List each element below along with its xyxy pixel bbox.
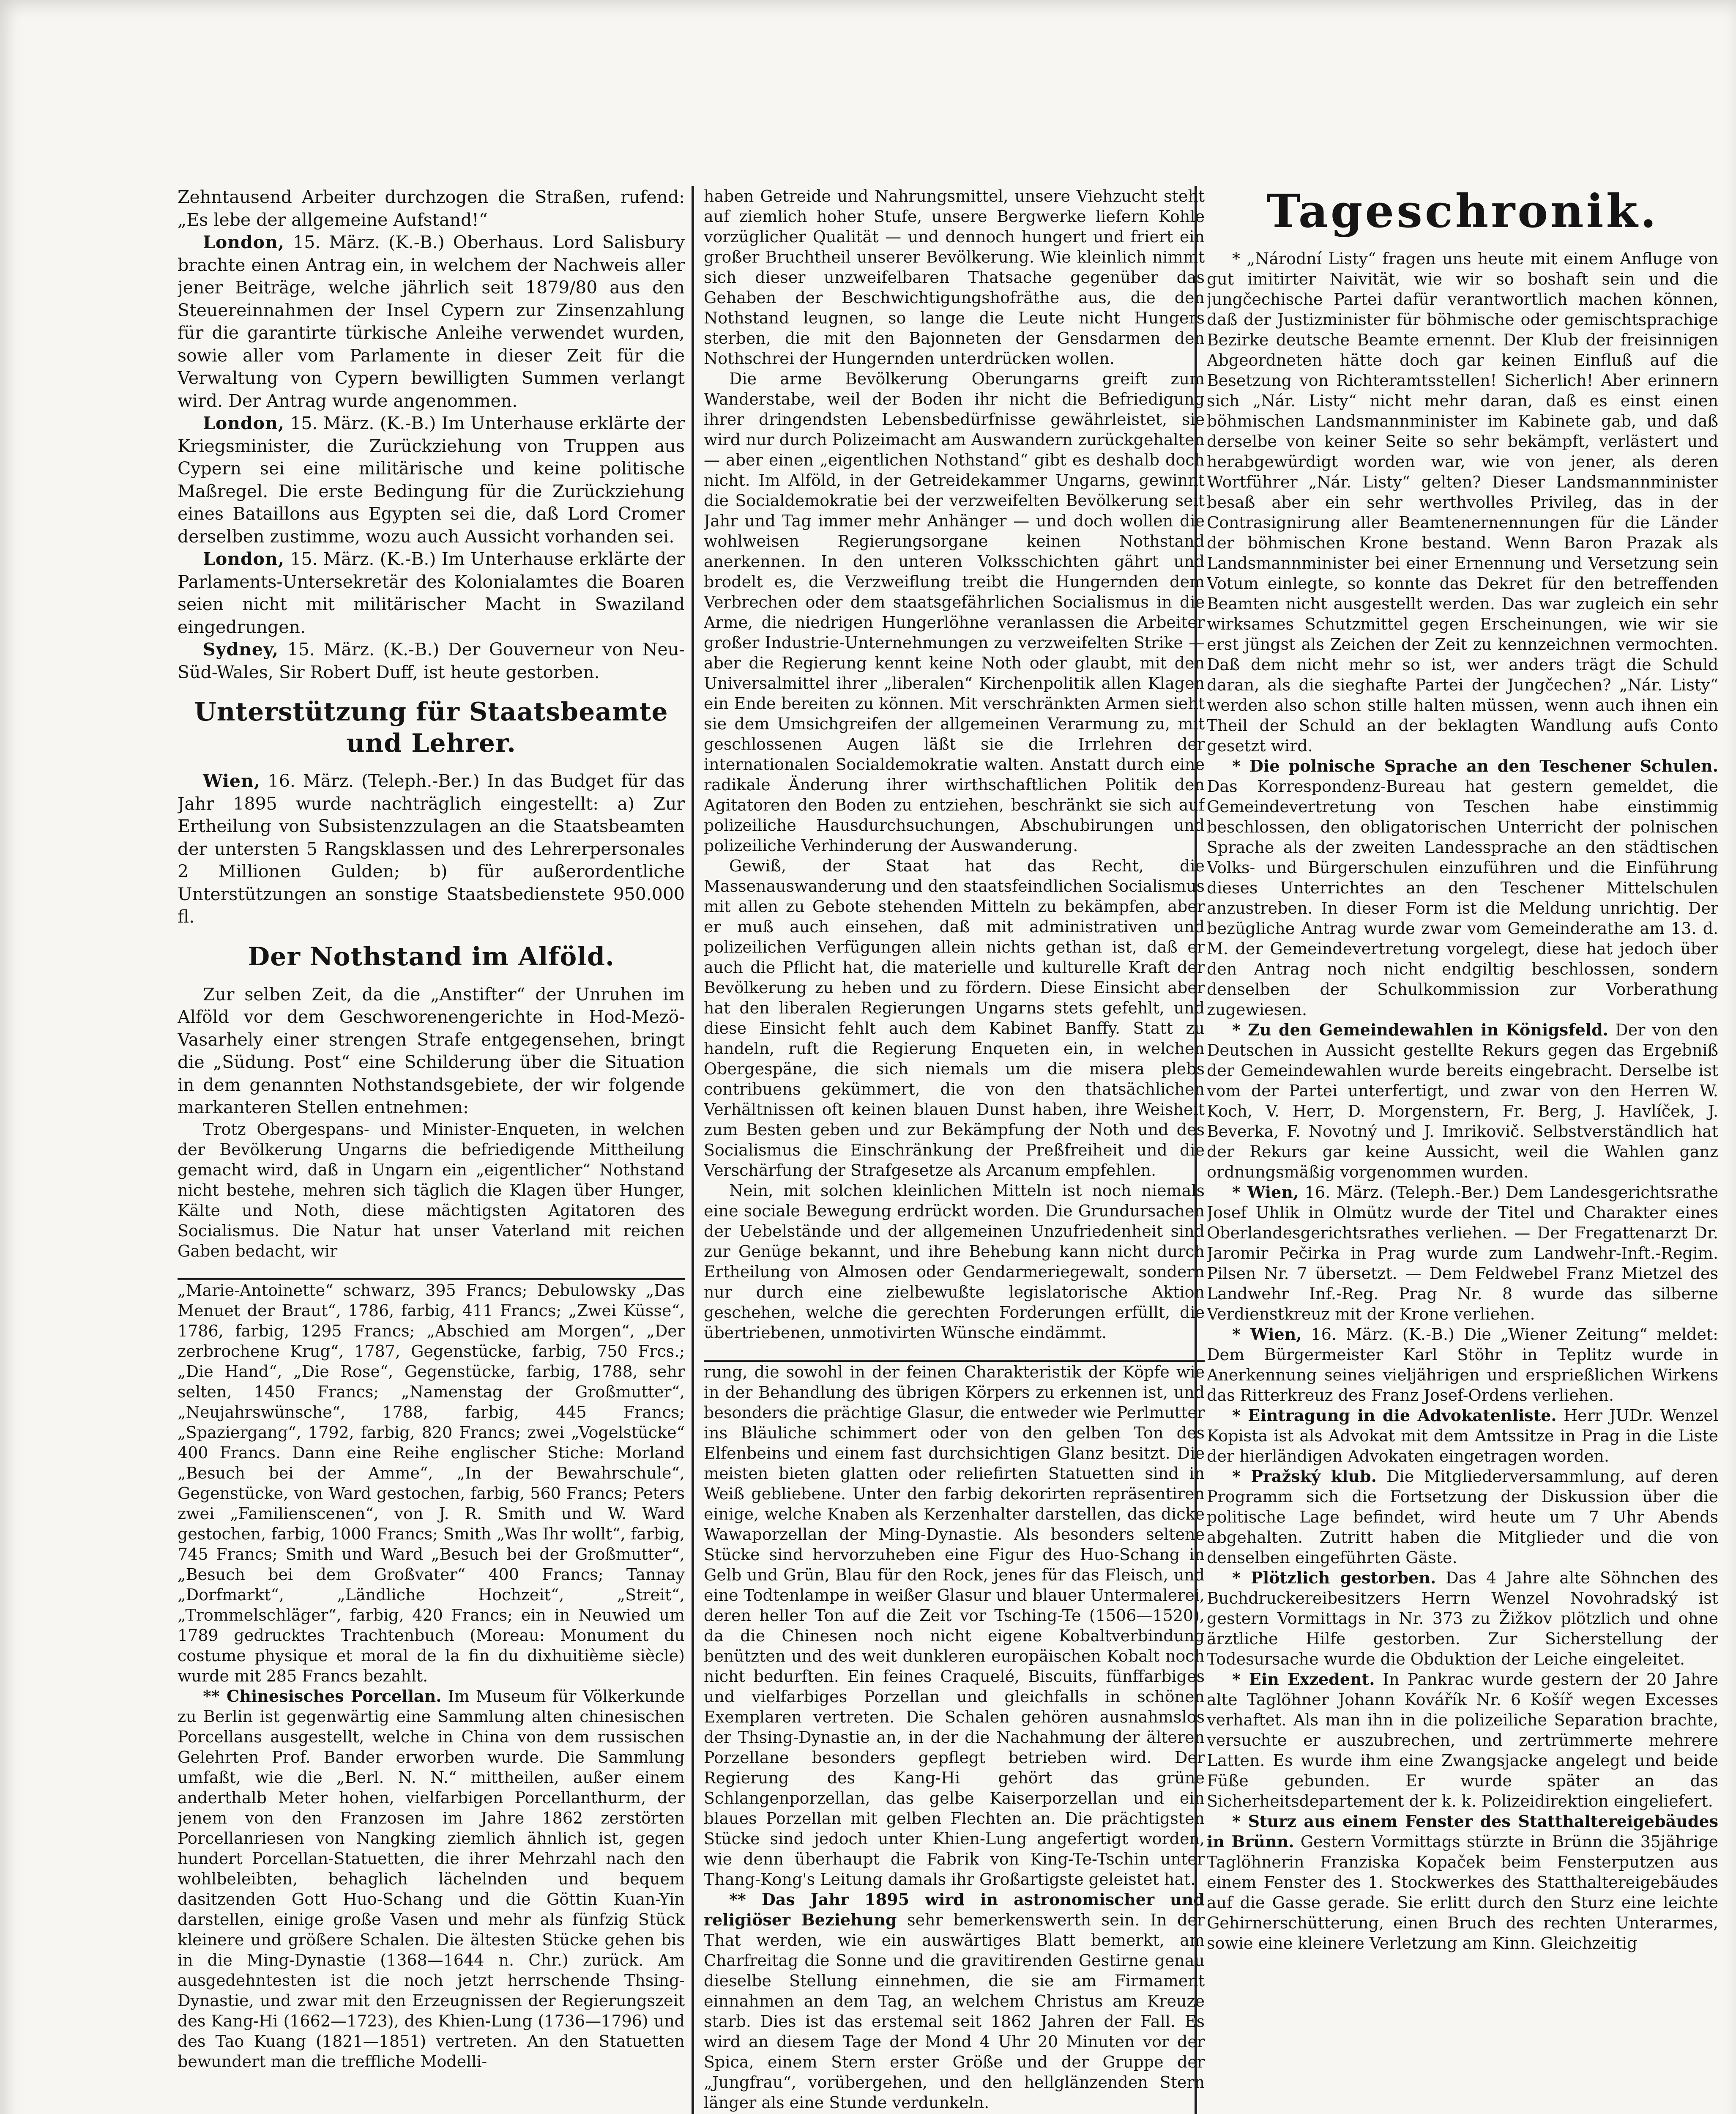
- column-rule-left: [692, 186, 694, 2114]
- feuilleton-paragraph-1: „Marie-Antoinette“ schwarz, 395 Francs; Debulowsky „Das Menuet der Braut“, 1786, farbig, 411 Francs; „Zwei Küsse“, 1786, farbig, 1295 Francs; „Abschied am Morgen“, „Der zerbrochene Krug“, 1787, Gegenstücke, farbig, 750 Frcs.; „Die Hand“, „Die Rose“, Gegenstücke, farbig, 1788, sehr selten, 1450 Francs; „Namenstag der Großmutter“, „Neujahrswünsche“, 1788, farbig, 445 Francs; „Spaziergang“, 1792, farbig, 820 Francs; zwei „Vogelstücke“ 400 Francs. Dann eine Reihe englischer Stiche: Morland „Besuch bei der Amme“, „In der Bewahrschule“, Gegenstücke, von Ward gestochen, farbig, 560 Francs; Peters zwei „Familienscenen“, von J. R. Smith und W. Ward gestochen, farbig, 1000 Francs; Smith „Was Ihr wollt“, farbig, 745 Francs; Smith und Ward „Besuch bei der Großmutter“, „Besuch bei dem Großvater“ 400 Francs; Tannay „Dorfmarkt“, „Ländliche Hochzeit“, „Streit“, „Trommelschläger“, farbig, 420 Francs; ein in Neuwied um 1789 gedrucktes Trachtenbuch (Moreau: Monument du costume physique et moral de la fin du dixhuitième siècle) wurde mit 285 Francs bezahlt.: [178, 1281, 685, 1685]
- item-heading: * Wien,: [1232, 1183, 1299, 1202]
- news-london-2: [178, 412, 685, 548]
- chronik-item-wien-2: [1207, 1324, 1718, 1405]
- chronik-item-exzedent: [1207, 1669, 1718, 1811]
- item-text: Die Mitgliederversammlung, auf deren Programm sich die Fortsetzung der Diskussion über die politische Lage befindet, wird heute um 7 Uhr Abends abgehalten. Zutritt haben die Mitglieder und die von denselben eingeführten Gäste.: [1207, 1467, 1718, 1567]
- section-title-tageschronik: Tageschronik.: [1266, 186, 1659, 238]
- news-text: 15. März. (K.-B.) Oberhaus. Lord Salisbury brachte einen Antrag ein, in welchem der Nachweis aller jener Beiträge, welche jährlich seit 1879/80 aus den Steuereinnahmen der Insel Cypern zur Zinsenzahlung für die garantirte türkische Anleihe verwendet wurden, sowie aller vom Parlamente in dieser Zeit für die Verwaltung von Cypern bewilligten Summen verlangt wird. Der Antrag wurde angenommen.: [178, 232, 685, 411]
- nothstand-paragraph-2: Trotz Obergespans- und Minister-Enqueten, in welchen der Bevölkerung Ungarns die befriedigende Mittheilung gemacht wird, daß in Ungarn ein „eigentlicher“ Nothstand nicht bestehe, mehren sich täglich die Klagen über Hunger, Kälte und Noth, diese mächtigsten Agitatoren des Socialismus. Die Natur hat unser Vaterland mit reichen Gaben bedacht, wir: [178, 1120, 685, 1260]
- news-london-1: [178, 231, 685, 412]
- item-heading: * Ein Exzedent.: [1232, 1670, 1375, 1689]
- feuilleton-paragraph-2: [178, 1686, 685, 2072]
- item-heading: * Plötzlich gestorben.: [1232, 1568, 1436, 1587]
- chronik-item-advokaten: [1207, 1405, 1718, 1466]
- middle-column: [704, 186, 1205, 2114]
- dateline-city: Wien,: [203, 771, 261, 791]
- feuilleton-heading: ** Chinesisches Porcellan.: [203, 1686, 442, 1706]
- mid-feuilleton-2: [704, 1889, 1205, 2113]
- right-column: [1207, 186, 1718, 2114]
- item-heading: * Sturz aus einem Fenster des Statthaltereigebäudes in Brünn.: [1207, 1812, 1718, 1851]
- news-wien-budget: [178, 770, 685, 928]
- feuilleton-heading: ** Das Jahr 1895 wird in astronomischer und religiöser Beziehung: [704, 1890, 1205, 1929]
- mid-paragraph-2: Die arme Bevölkerung Oberungarns greift zum Wanderstabe, weil der Boden ihr nicht die Befriedigung ihrer dringendsten Lebensbedürfnisse gewährleistet, sie wird nur durch Polizeimacht am Auswandern zurückgehalten — aber einen „eigentlichen Nothstand“ gibt es deshalb doch nicht. Im Alföld, in der Getreidekammer Ungarns, gewinnt die Socialdemokratie bei der verzweifelten Bevölkerung seit Jahr und Tag immer mehr Anhänger — und doch wollen die wohlweisen Regierungsorgane keinen Nothstand anerkennen. In den unteren Volksschichten gährt und brodelt es, die Verzweiflung treibt die Hungernden dem Verbrechen oder dem staatsgefährlichen Socialismus in die Arme, die niedrigen Hungerlöhne veranlassen die Arbeiter großer Industrie-Unternehmungen zu verzweifelten Strike — aber die Regierung kennt keine Noth oder glaubt, mit den Universalmittel ihrer „liberalen“ Kirchenpolitik allen Klagen ein Ende bereiten zu können. Mit verschränkten Armen sieht sie dem Umsichgreifen der allgemeinen Verarmung zu, mit geschlossenen Augen läßt sie die Irrlehren der internationalen Socialdemokratie walten. Anstatt durch eine radikale Änderung ihrer wirthschaftlichen Politik den Agitatoren den Boden zu entziehen, beschränkt sie sich auf polizeiliche Hausdurchsuchungen, Abschubirungen und polizeiliche Verhinderung der Auswanderung.: [704, 370, 1205, 855]
- item-text: Herr JUDr. Wenzel Kopista ist als Advokat mit dem Amtssitze in Prag in die Liste der hierländigen Advokaten eingetragen worden.: [1207, 1406, 1718, 1465]
- item-text: Gestern Vormittags stürzte in Brünn die 35jährige Taglöhnerin Franziska Kopaček beim Fensterputzen aus einem Fenster des 1. Stockwerkes des Statthaltereigebäudes auf die Gasse gerade. Sie erlitt durch den Sturz eine leichte Gehirnerschütterung, einen Bruch des rechten Unterarmes, sowie eine kleinere Verletzung am Kinn. Gleichzeitig: [1207, 1832, 1718, 1952]
- news-london-3: [178, 548, 685, 638]
- item-text: 16. März. (K.-B.) Die „Wiener Zeitung“ meldet: Dem Bürgermeister Karl Stöhr in Teplitz wurde in Anerkennung seines vieljährigen und ersprießlichen Wirkens das Ritterkreuz des Franz Josef-Ordens verliehen.: [1207, 1325, 1718, 1405]
- news-text: 15. März. (K.-B.) Der Gouverneur von Neu-Süd-Wales, Sir Robert Duff, ist heute gestorben.: [178, 639, 685, 682]
- news-text: 16. März. (Teleph.-Ber.) In das Budget für das Jahr 1895 wurde nachträglich eingestellt: a) Zur Ertheilung von Subsistenzzulagen an die Staatsbeamten der untersten 5 Rangsklassen und des Lehrerpersonales 2 Millionen Gulden; b) für außerordentliche Unterstützungen an sonstige Staatsbedienstete 950.000 fl.: [178, 771, 685, 927]
- section-title-staatsbeamte: Unterstützung für Staatsbeamte und Lehrer.: [194, 697, 668, 758]
- mid-paragraph-4: Nein, mit solchen kleinlichen Mitteln ist noch niemals eine sociale Bewegung erdrückt worden. Die Grundursachen der Uebelstände und der allgemeinen Unzufriedenheit sind zur Genüge bekannt, und ihre Behebung kann nicht durch Ertheilung von Almosen oder Gendarmeriegewalt, sondern nur durch eine zielbewußte legislatorische Aktion geschehen, welche die gerechten Forderungen erfüllt, die übertriebenen, unmotivirten Wünsche eindämmt.: [704, 1181, 1205, 1342]
- mid-paragraph-3: Gewiß, der Staat hat das Recht, die Massenauswanderung und den staatsfeindlichen Socialismus mit allen zu Gebote stehenden Mitteln zu bekämpfen, aber er muß auch einsehen, daß mit administrativen und polizeilichen Verfügungen allein nichts gethan ist, daß er auch die Pflicht hat, die materielle und kulturelle Kraft der Bevölkerung zu heben und zu fördern. Diese Einsicht aber hat den liberalen Regierungen Ungarns stets gefehlt, und diese Einsicht fehlt auch dem Kabinet Banffy. Statt zu handeln, ruft die Regierung Enqueten ein, in welchen Obergespäne, die sich niemals um die misera plebs contribuens gekümmert, die von den thatsächlichen Verhältnissen oft keinen blauen Dunst haben, ihre Weisheit zum Besten geben und zur Bekämpfung der Noth und des Socialismus die Einschränkung der Preßfreiheit und die Verschärfung der Strafgesetze als Arcanum empfehlen.: [704, 857, 1205, 1180]
- chronik-item-narodni-listy: * „Národní Listy“ fragen uns heute mit einem Anfluge von gut imitirter Naivität, wie wir so boshaft sein und die jungčechische Partei dafür verantwortlich machen können, daß der Justizminister für böhmische oder gemischtsprachige Bezirke deutsche Beamte ernennt. Der Klub der freisinnigen Abgeordneten hätte doch gar keinen Einfluß auf die Besetzung von Richteramtsstellen! Sicherlich! Aber erinnern sich „Nár. Listy“ nicht mehr daran, daß es einst einen böhmischen Landsmannminister im Kabinete gab, und daß derselbe von keiner Seite so sehr bekämpft, verlästert und herabgewürdigt worden war, wie von jener, als deren Wortführer „Nár. Listy“ gelten? Dieser Landsmannminister besaß aber ein sehr werthvolles Privileg, das in der Contrasignirung aller Beamtenernennungen für die Länder der böhmischen Krone bestand. Wenn Baron Prazak als Landsmannminister bei einer Ernennung und Versetzung sein Votum einlegte, so konnte das Dekret für den betreffenden Beamten nicht ausgestellt werden. Das war zugleich ein sehr wirksames Schutzmittel gegen Erscheinungen, wie wir sie erst jüngst als Zeichen der Zeit zu kennzeichnen vermochten. Daß dem nicht mehr so ist, wer anders trägt die Schuld daran, als die sieghafte Partei der Jungčechen? „Nár. Listy“ werden also schon stille halten müssen, wenn auch ihnen ein Theil der Schuld an der beklagten Wandlung aufs Conto gesetzt wird.: [1207, 249, 1718, 755]
- item-heading: * Pražský klub.: [1232, 1467, 1377, 1486]
- chronik-item-prazsky-klub: [1207, 1466, 1718, 1568]
- chronik-item-wien-1: [1207, 1182, 1718, 1324]
- item-text: Der von den Deutschen in Aussicht gestellte Rekurs gegen das Ergebniß der Gemeindewahlen wurde bereits eingebracht. Derselbe ist vom der Partei unterfertigt, und zwar von den Herren W. Koch, V. Herr, D. Morgenstern, Fr. Berg, J. Havlíček, J. Beverka, F. Novotný und J. Imrikovič. Selbstverständlich hat der Rekurs gar keine Aussicht, weil die Wahlen ganz ordnungsmäßig vorgenommen wurden.: [1207, 1021, 1718, 1181]
- chronik-item-ploetzlich: [1207, 1568, 1718, 1669]
- item-text: Das 4 Jahre alte Söhnchen des Buchdruckereibesitzers Herrn Wenzel Novohradský ist gestern Vormittags in Nr. 373 zu Žižkov plötzlich und ohne ärztliche Hilfe gestorben. Zur Sicherstellung der Todesursache wurde die Obduktion der Leiche eingeleitet.: [1207, 1569, 1718, 1668]
- chronik-item-koenigsfeld: [1207, 1020, 1718, 1182]
- mid-feuilleton-1: rung, die sowohl in der feinen Charakteristik der Köpfe wie in der Behandlung des übrigen Körpers zu erkennen ist, und besonders die prächtige Glasur, die entweder wie Perlmutter ins Bläuliche schimmert oder von den gelben Ton des Elfenbeins und einem fast durchsichtigen Glanz besitzt. Die meisten bieten glatten oder reliefirten Statuetten sind in Weiß gebliebene. Unter den farbig dekorirten repräsentiren einige, welche Knaben als Kerzenhalter darstellen, das dicke Wawaporzellan der Ming-Dynastie. Als besonders seltene Stücke sind hervorzuheben eine Figur des Huo-Schang in Gelb und Grün, Blau für den Rock, jenes für das Fleisch, und eine Todtenlampe in weißer Glasur und blauer Untermalerei, deren heller Ton auf die Zeit vor Tsching-Te (1506—1520), da die Chinesen noch nicht eigene Kobaltverbindung benützten und des weit dunkleren europäischen Kobalt noch nicht bedurften. Ein feines Craquelé, Biscuits, fünffarbiges und vielfarbiges Porzellan und gleichfalls in schönen Exemplaren vertreten. Die Schalen gehören ausnahmslos der Thsing-Dynastie an, in der die Nachahmung der älteren Porzellane besonders gepflegt betrieben wird. Der Regierung des Kang-Hi gehört das grüne Schlangenporzellan, das gelbe Kaiserporzellan und ein blaues Porzellan mit gelben Flechten an. Die prächtigsten Stücke sind jedoch unter Khien-Lung angefertigt worden, wie denn überhaupt die Fabrik von King-Te-Tschin unter Thang-Kong's Leitung damals ihr Großartigste geleistet hat.: [704, 1363, 1205, 1889]
- chronik-item-bruenn: [1207, 1811, 1718, 1953]
- mid-paragraph-1: haben Getreide und Nahrungsmittel, unsere Viehzucht steht auf ziemlich hoher Stufe, unsere Bergwerke liefern Kohle vorzüglicher Qualität — und dennoch hungert und friert ein großer Bruchtheil unserer Bevölkerung. Wie kleinlich nimmt sich dieser unzweifelbaren Thatsache gegenüber das Gehaben der Beschwichtigungshofräthe aus, die den Nothstand leugnen, so lange die Leute nicht Hungers sterben, die mit den Bajonneten der Gensdarmen den Nothschrei der Hungernden unterdrücken wollen.: [704, 187, 1205, 368]
- item-text: 16. März. (Teleph.-Ber.) Dem Landesgerichtsrathe Josef Uhlik in Olmütz wurde der Titel und Charakter eines Oberlandesgerichtsrathes verliehen. — Der Fregattenarzt Dr. Jaromir Pečirka in Prag wurde zum Landwehr-Inft.-Regim. Pilsen Nr. 7 übersetzt. — Dem Feldwebel Franz Mietzel des Landwehr Inf.-Reg. Prag Nr. 8 wurde das silberne Verdienstkreuz mit der Krone verliehen.: [1207, 1183, 1718, 1323]
- item-heading: * Wien,: [1232, 1325, 1302, 1344]
- dateline-city: Sydney,: [203, 639, 279, 660]
- item-text: In Pankrac wurde gestern der 20 Jahre alte Taglöhner Johann Kovářík Nr. 6 Košíř wegen Excesses verhaftet. Als man ihn in die polizeiliche Separation brachte, versuchte er auszubrechen, und zertrümmerte mehrere Latten. Es wurde ihm eine Zwangsjacke angelegt und beide Füße gebunden. Er wurde später an das Sicherheitsdepartement der k. k. Polizeidirektion eingeliefert.: [1207, 1670, 1718, 1810]
- news-text: 15. März. (K.-B.) Im Unterhause erklärte der Kriegsminister, die Zurückziehung von Truppen aus Cypern sei eine militärische und keine politische Maßregel. Die erste Bedingung für die Zurückziehung eines Bataillons aus Egypten sei die, daß Lord Cromer derselben zustimme, wozu auch Aussicht vorhanden sei.: [178, 413, 685, 547]
- feuilleton-text: sehr bemerkenswerth sein. In der That werden, wie ein auswärtiges Blatt bemerkt, am Charfreitag die Sonne und die gravitirenden Gestirne genau dieselbe Stellung einnehmen, die sie am Firmament einnahmen an dem Tag, an welchem Christus am Kreuze starb. Dies ist das erstemal seit 1862 Jahren der Fall. Es wird an diesem Tage der Mond 4 Uhr 20 Minuten vor der Spica, einem Stern erster Größe und der Gruppe der „Jungfrau“, vorübergehen, und den hellglänzenden Stern länger als eine Stunde verdunkeln.: [704, 1911, 1205, 2112]
- feuilleton-text: Im Museum für Völkerkunde zu Berlin ist gegenwärtig eine Sammlung alten chinesischen Porcellans ausgestellt, welche in China von dem russischen Gelehrten Prof. Bander erworben wurde. Die Sammlung umfaßt, wie die „Berl. N. N.“ mittheilen, außer einem anderthalb Meter hohen, vielfarbigen Porcellanthurm, der jenem von den Franzosen im Jahre 1862 zerstörten Porcellanriesen von Nangking ziemlich ähnlich ist, gegen hundert Porcellan-Statuetten, die ihrer Mehrzahl nach den wohlbeleibten, behaglich lächelnden und bequem dasitzenden Gott Huo-Schang und die Göttin Kuan-Yin darstellen, einige große Vasen und mehr als fünfzig Stück kleinere und größere Schalen. Die ältesten Stücke gehen bis in die Ming-Dynastie (1368—1644 n. Chr.) zurück. Am ausgedehntesten ist die noch jetzt herrschende Thsing-Dynastie, und zwar mit den Erzeugnissen der Regierungszeit des Kang-Hi (1662—1723), des Khien-Lung (1736—1796) und des Tao Kuang (1821—1851) vertreten. An den Statuetten bewundert man die treffliche Modelli-: [178, 1687, 685, 2071]
- news-sydney: [178, 638, 685, 684]
- item-heading: * Zu den Gemeindewahlen in Königsfeld.: [1232, 1020, 1609, 1039]
- news-text: 15. März. (K.-B.) Im Unterhause erklärte der Parlaments-Untersekretär des Kolonialamtes die Boaren seien nicht mit militärischer Macht in Swaziland eingedrungen.: [178, 549, 685, 637]
- item-text: Das Korrespondenz-Bureau hat gestern gemeldet, die Gemeindevertretung von Teschen habe einstimmig beschlossen, den obligatorischen Unterricht der polnischen Sprache als der zweiten Landessprache an den städtischen Volks- und Bürgerschulen einzuführen und die Einführung dieses Unterrichtes an den Teschener Mittelschulen anzustreben. In dieser Form ist die Meldung unrichtig. Der bezügliche Antrag wurde zwar vom Gemeinderathe am 13. d. M. der Gemeindevertretung vorgelegt, diese hat jedoch über den Antrag noch nicht endgiltig beschlossen, sondern denselben der Schulkommission zur Vorberathung zugewiesen.: [1207, 777, 1718, 1019]
- section-title-nothstand: Der Nothstand im Alföld.: [248, 942, 615, 972]
- intro-paragraph: Zehntausend Arbeiter durchzogen die Straßen, rufend: „Es lebe der allgemeine Aufstand!“: [178, 187, 685, 230]
- nothstand-paragraph-1: Zur selben Zeit, da die „Anstifter“ der Unruhen im Alföld vor dem Geschworenengerichte in Hod-Mezö-Vasarhely einer strengen Strafe entgegensehen, bringt die „Südung. Post“ eine Schilderung über die Situation in dem genannten Nothstandsgebiete, der wir folgende markanteren Stellen entnehmen:: [178, 984, 685, 1117]
- item-heading: * Die polnische Sprache an den Teschener Schulen.: [1232, 756, 1718, 775]
- left-column: [178, 186, 685, 2114]
- dateline-city: London,: [203, 413, 285, 433]
- chronik-item-teschen: [1207, 756, 1718, 1020]
- dateline-city: London,: [203, 549, 285, 569]
- item-heading: * Eintragung in die Advokatenliste.: [1232, 1406, 1557, 1425]
- dateline-city: London,: [203, 232, 285, 252]
